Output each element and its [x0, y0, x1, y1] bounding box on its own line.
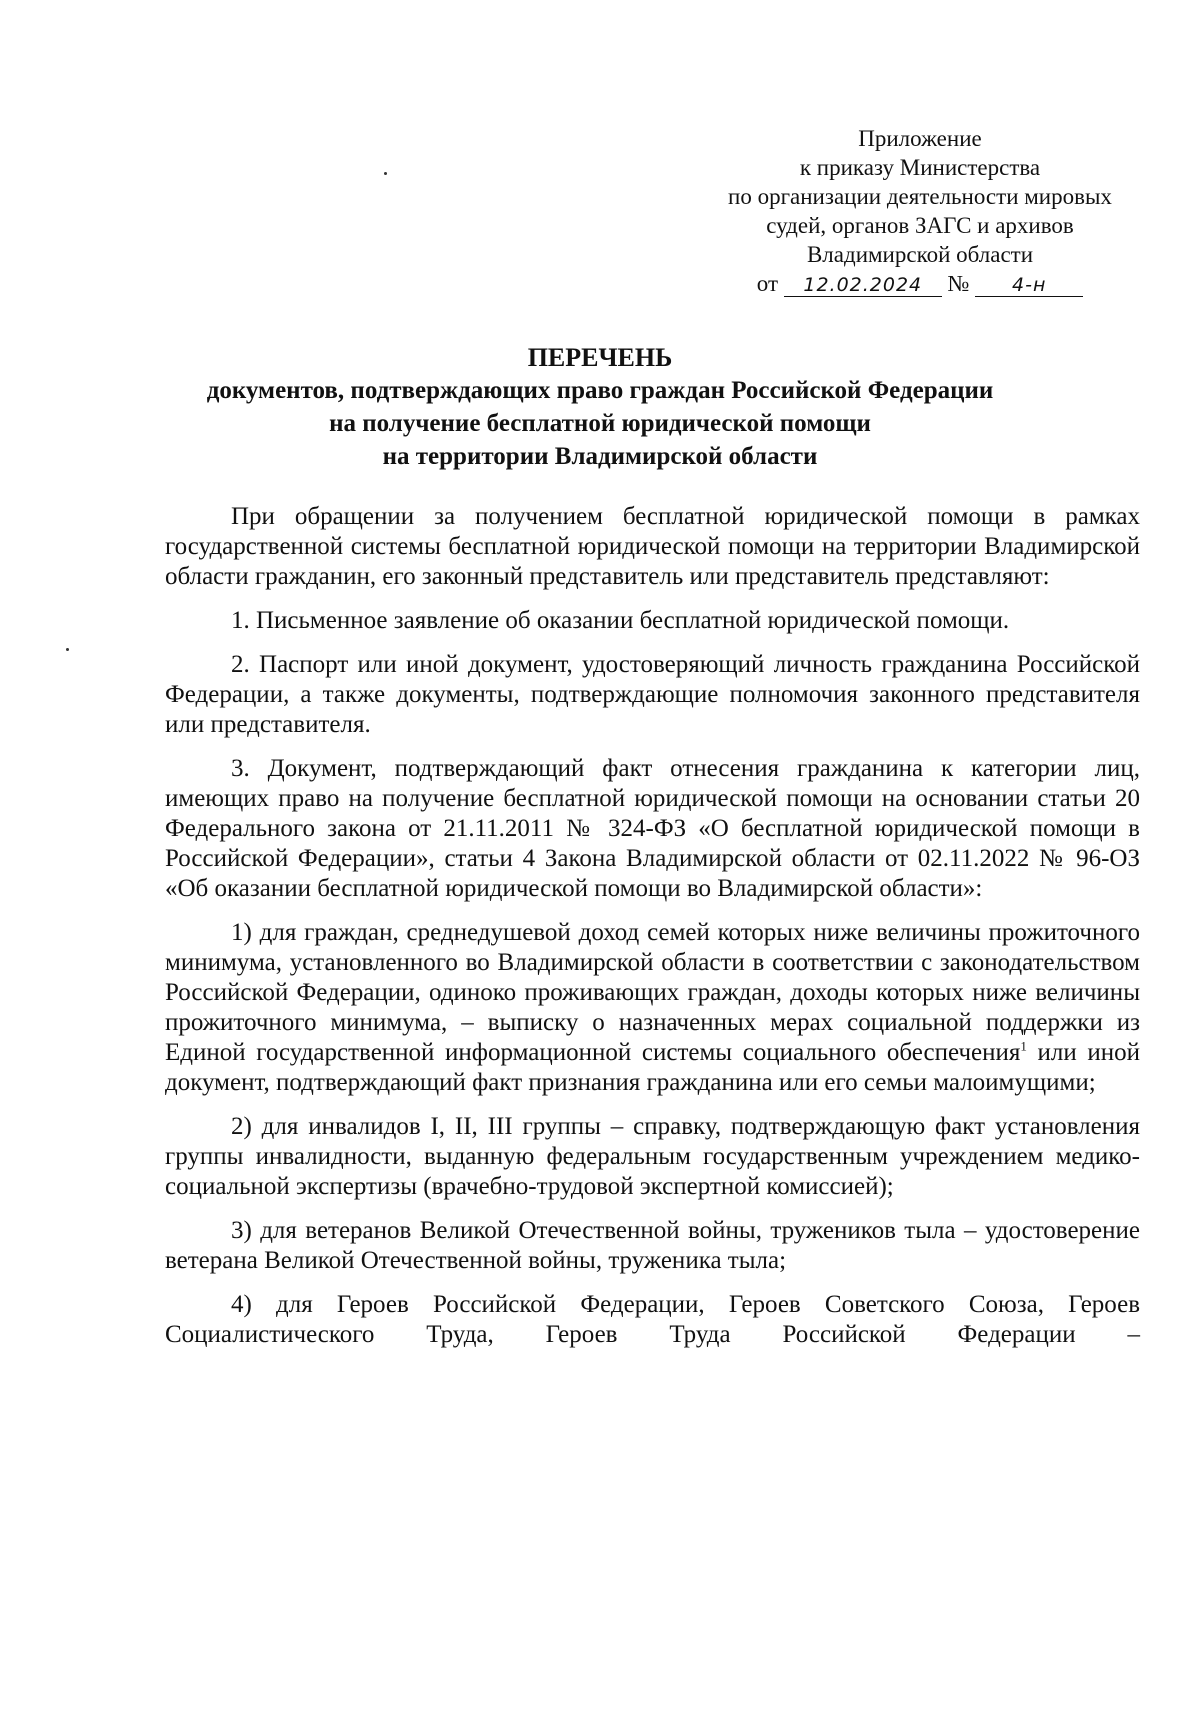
sub-item-1-text: 1) для граждан, среднедушевой доход семей которых ниже величины прожиточного минимума, установленного во Владимирской области в соответствии с законодательством Российской Федерации, одиноко проживающих граждан, доходы которых ниже величины прожиточного минимума, – выписку о назначенных мерах социальной поддержки из Единой государственной информационной системы социального обеспечения	[165, 919, 1140, 1066]
document-body	[165, 502, 1140, 1364]
title-line: на территории Владимирской области	[382, 443, 818, 470]
title-line: документов, подтверждающих право граждан Российской Федерации	[206, 377, 994, 404]
annex-date-line	[700, 269, 1140, 298]
number-sign: №	[947, 271, 970, 296]
handwritten-number: 4-н	[975, 274, 1083, 297]
annex-line: судей, органов ЗАГС и архивов	[766, 213, 1074, 238]
sub-item-1-text-cont: или иной документ, подтверждающий факт признания гражданина или его семьи малоимущими;	[165, 1039, 1140, 1096]
list-item-3: 3. Документ, подтверждающий факт отнесения гражданина к категории лиц, имеющих право на получение бесплатной юридической помощи на основании статьи 20 Федерального закона от 21.11.2011 № 324-ФЗ «О бесплатной юридической помощи в Российской Федерации», статьи 4 Закона Владимирской области от 02.11.2022 № 96-ОЗ «Об оказании бесплатной юридической помощи во Владимирской области»:	[165, 755, 1140, 902]
sub-item-1	[165, 918, 1140, 1098]
date-prefix: от	[756, 271, 779, 296]
annex-header	[700, 124, 1140, 298]
list-item-1: 1. Письменное заявление об оказании бесплатной юридической помощи.	[231, 607, 1010, 634]
scan-speck	[384, 172, 387, 175]
sub-item-4: 4) для Героев Российской Федерации, Героев Советского Союза, Героев Социалистического Труда, Героев Труда Российской Федерации –	[165, 1291, 1140, 1348]
annex-line: по организации деятельности мировых	[728, 184, 1112, 209]
annex-line: Приложение	[858, 126, 982, 151]
annex-line: к приказу Министерства	[799, 155, 1041, 180]
scan-speck	[66, 648, 69, 651]
annex-line: Владимирской области	[806, 242, 1034, 267]
footnote-marker: 1	[1020, 1038, 1027, 1054]
handwritten-date: 12.02.2024	[784, 274, 942, 297]
sub-item-3: 3) для ветеранов Великой Отечественной войны, тружеников тыла – удостоверение ветерана Великой Отечественной войны, труженика тыла;	[165, 1217, 1140, 1274]
list-item-2: 2. Паспорт или иной документ, удостоверяющий личность гражданина Российской Федерации, а также документы, подтверждающие полномочия законного представителя или представителя.	[165, 651, 1140, 738]
intro-paragraph: При обращении за получением бесплатной юридической помощи в рамках государственной системы бесплатной юридической помощи на территории Владимирской области гражданин, его законный представитель или представитель представляют:	[165, 503, 1140, 590]
title-line: на получение бесплатной юридической помощи	[329, 410, 871, 437]
sub-item-2: 2) для инвалидов I, II, III группы – справку, подтверждающую факт установления группы инвалидности, выданную федеральным государственным учреждением медико-социальной экспертизы (врачебно-трудовой экспертной комиссией);	[165, 1113, 1140, 1200]
document-title	[140, 341, 1060, 473]
title-main: ПЕРЕЧЕНЬ	[527, 343, 673, 372]
